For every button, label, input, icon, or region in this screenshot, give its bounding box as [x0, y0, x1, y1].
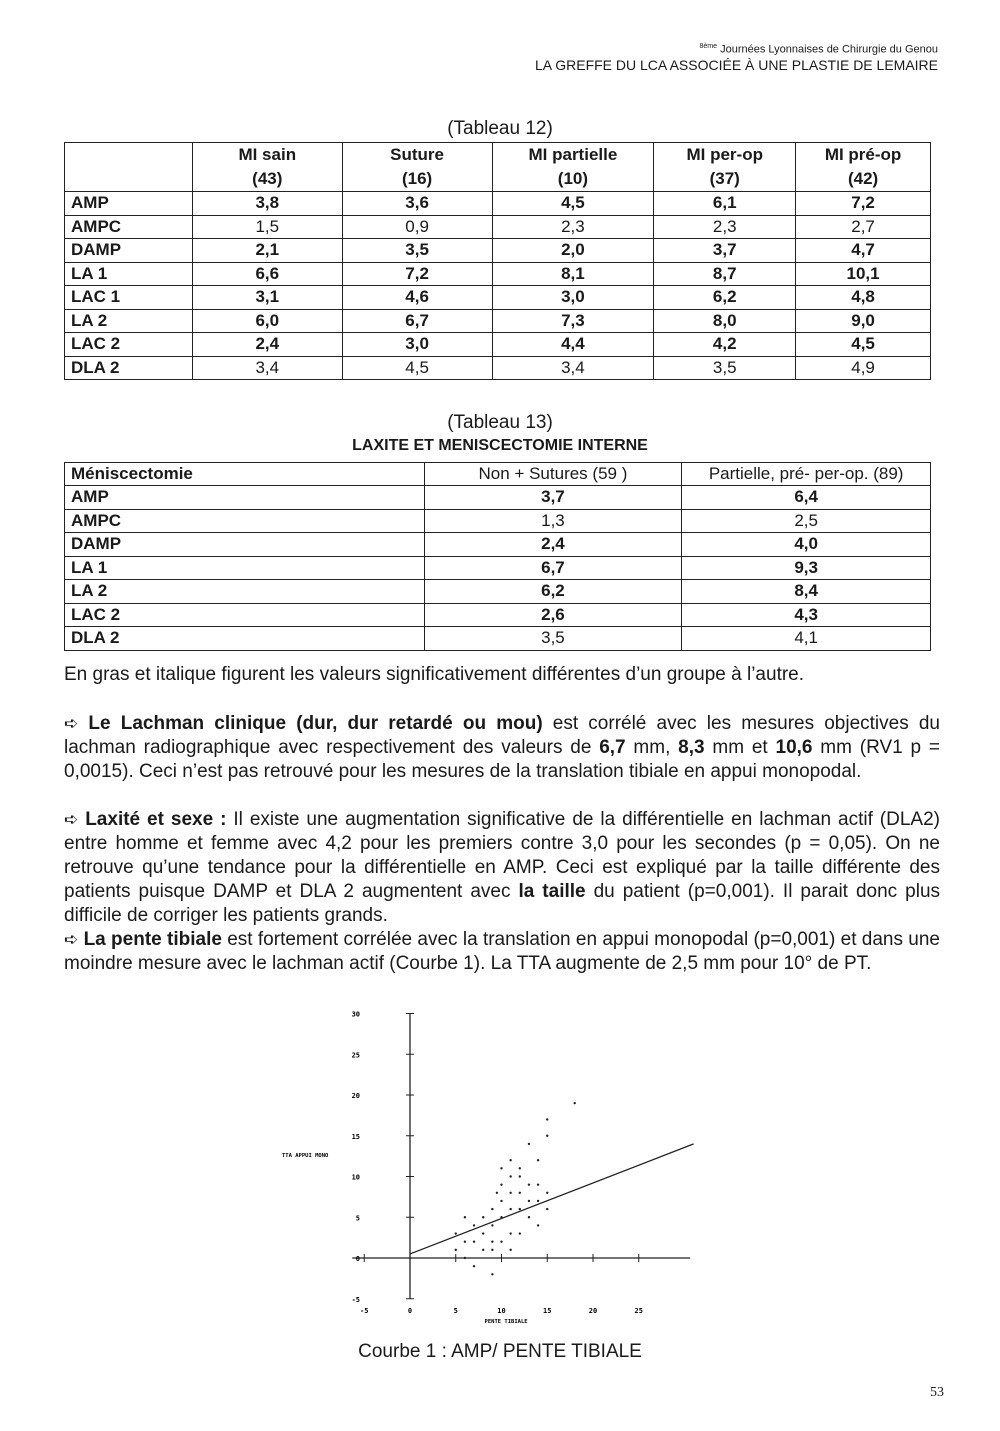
- data-point: [482, 1249, 484, 1251]
- table13-row: [65, 533, 931, 557]
- header-title: LA GREFFE DU LCA ASSOCIÉE À UNE PLASTIE DE LEMAIRE: [534, 56, 938, 73]
- data-point: [473, 1224, 475, 1226]
- table13-cell: 2,5: [682, 509, 931, 533]
- data-point: [455, 1249, 457, 1251]
- table12-cell: 1,5: [192, 215, 342, 239]
- data-point: [546, 1192, 548, 1194]
- table12-row-label: DLA 2: [65, 356, 193, 380]
- x-tick-label: 10: [497, 1306, 506, 1315]
- table13-row-label: LA 2: [65, 580, 425, 604]
- data-point: [500, 1216, 502, 1218]
- table12-cell: 2,1: [192, 239, 342, 263]
- data-point: [509, 1192, 511, 1194]
- arrow-icon: ➪: [64, 930, 79, 949]
- table12-col-header: MI per-op: [654, 143, 796, 168]
- scatter-chart-svg: [270, 1003, 710, 1333]
- para-text: du patient (p=0,001). Il parait donc plus difficile de corriger les patients grands.: [64, 881, 941, 926]
- table13-row: [65, 627, 931, 651]
- x-tick-label: 5: [453, 1306, 458, 1315]
- table12-col-n: (16): [342, 167, 492, 192]
- table12-col-header: MI pré-op: [796, 143, 931, 168]
- table12-cell: 7,2: [796, 192, 931, 216]
- data-point: [496, 1192, 498, 1194]
- y-tick-label: 0: [355, 1255, 360, 1263]
- table12-cell: 2,3: [492, 215, 654, 239]
- para-text: mm (RV1 p = 0,0015). Ceci n’est pas retrouvé pour les mesures de la translation tibiale en appui monopodal.: [64, 737, 940, 782]
- table12-col-n: (42): [796, 167, 931, 192]
- table12-cell: 9,0: [796, 309, 931, 333]
- table12-row: [65, 239, 931, 263]
- y-tick-label: -5: [351, 1295, 360, 1304]
- table12-col-n: (43): [192, 167, 342, 192]
- table12-col-n: (10): [492, 167, 654, 192]
- table12-cell: 10,1: [796, 262, 931, 286]
- table13-cell: 2,4: [424, 533, 682, 557]
- table12-row-label: LAC 1: [65, 286, 193, 310]
- table12-col-header: Suture: [342, 143, 492, 168]
- table13-cell: 6,7: [424, 556, 682, 580]
- para-text: mm et: [704, 737, 776, 758]
- header-conference-text: Journées Lyonnaises de Chirurgie du Genou: [717, 43, 938, 56]
- table12-cell: 6,7: [342, 309, 492, 333]
- table12-cell: 4,5: [796, 333, 931, 357]
- table13-row: [65, 556, 931, 580]
- data-point: [509, 1159, 511, 1161]
- data-point: [546, 1208, 548, 1210]
- table12-cell: 4,5: [342, 356, 492, 380]
- para-value: 10,6: [775, 737, 813, 758]
- table12-row: [65, 356, 931, 380]
- y-axis-label: TTA APPUI MONO: [282, 1152, 329, 1159]
- data-point: [528, 1216, 530, 1218]
- table12-cell: 3,6: [342, 192, 492, 216]
- data-point: [519, 1232, 521, 1234]
- y-tick-label: 25: [351, 1051, 360, 1060]
- table12-cell: 2,7: [796, 215, 931, 239]
- paragraph-laxite-sexe: [64, 808, 940, 928]
- data-point: [491, 1224, 493, 1226]
- data-point: [464, 1241, 466, 1243]
- data-point: [546, 1135, 548, 1137]
- y-tick-label: 10: [351, 1173, 360, 1182]
- table13-col-header: Non + Sutures (59 ): [424, 463, 682, 486]
- table12-cell: 4,8: [796, 286, 931, 310]
- table12-cell: 4,9: [796, 356, 931, 380]
- para-heading: La pente tibiale: [83, 929, 222, 950]
- data-point: [482, 1232, 484, 1234]
- y-tick-label: 30: [351, 1010, 360, 1019]
- table12-cell: 3,5: [342, 239, 492, 263]
- table12-cell: 2,4: [192, 333, 342, 357]
- data-point: [574, 1102, 576, 1104]
- table12-row-label: LAC 2: [65, 333, 193, 357]
- data-point: [528, 1200, 530, 1202]
- table13-header-label: Méniscectomie: [65, 463, 425, 486]
- table12-row: [65, 286, 931, 310]
- x-tick-label: 15: [543, 1306, 552, 1315]
- table12-body: [65, 192, 931, 380]
- figure-caption: Courbe 1 : AMP/ PENTE TIBIALE: [358, 1341, 642, 1362]
- data-point: [509, 1249, 511, 1251]
- para-value: 6,7: [599, 737, 626, 758]
- data-point: [500, 1167, 502, 1169]
- table12-col-n: (37): [654, 167, 796, 192]
- table13-row-label: AMP: [65, 486, 425, 510]
- x-tick-label: 25: [634, 1306, 643, 1315]
- table12-cell: 3,8: [192, 192, 342, 216]
- data-point: [482, 1216, 484, 1218]
- data-point: [519, 1175, 521, 1177]
- table13-col-header: Partielle, pré- per-op. (89): [682, 463, 931, 486]
- table12-cell: 8,1: [492, 262, 654, 286]
- arrow-icon: ➪: [64, 810, 79, 829]
- para-bold: la taille: [518, 881, 586, 902]
- table12-cell: 6,0: [192, 309, 342, 333]
- x-tick-label: 20: [588, 1306, 598, 1315]
- table12-cell: 4,5: [492, 192, 654, 216]
- para-heading: Laxité et sexe :: [85, 809, 227, 830]
- table13-subtitle: LAXITE ET MENISCECTOMIE INTERNE: [352, 437, 648, 454]
- table12-cell: 6,2: [654, 286, 796, 310]
- table13-cell: 4,3: [682, 603, 931, 627]
- table12-cell: 8,7: [654, 262, 796, 286]
- table12-cell: 3,4: [192, 356, 342, 380]
- table12-row: [65, 192, 931, 216]
- data-point: [491, 1273, 493, 1275]
- table13-row: [65, 509, 931, 533]
- table12-cell: 3,4: [492, 356, 654, 380]
- table12-row: [65, 262, 931, 286]
- data-point: [464, 1216, 466, 1218]
- data-point: [537, 1159, 539, 1161]
- x-tick-label: 0: [407, 1306, 413, 1315]
- table12-row: [65, 215, 931, 239]
- data-point: [528, 1143, 530, 1145]
- table13-row: [65, 603, 931, 627]
- table12-cell: 7,3: [492, 309, 654, 333]
- table13-body: [65, 486, 931, 651]
- data-point: [537, 1224, 539, 1226]
- table13-cell: 1,3: [424, 509, 682, 533]
- table13-cell: 3,7: [424, 486, 682, 510]
- table-12: [64, 142, 931, 380]
- para-text: Il existe une augmentation significative de la différentielle en lachman actif (DLA2) entre homme et femme avec 4,2 pour les premiers contre 3,0 pour les secondes (p = 0,05). On ne retrouve qu’une tendance pour la différentielle en AMP. Ceci est expliqué par la taille différente des patients puisque DAMP et DLA 2 augmentent avec: [64, 809, 940, 902]
- para-text: est corrélé avec les mesures objectives du lachman radiographique avec respectivement des valeurs de: [64, 713, 941, 758]
- table12-cell: 3,0: [342, 333, 492, 357]
- table13-cell: 8,4: [682, 580, 931, 604]
- table12-row-label: LA 1: [65, 262, 193, 286]
- data-point: [509, 1208, 511, 1210]
- data-point: [546, 1118, 548, 1120]
- table13-row-label: LA 1: [65, 556, 425, 580]
- data-point: [537, 1183, 539, 1185]
- para-text: mm,: [625, 737, 679, 758]
- table13-row: [65, 580, 931, 604]
- data-point: [455, 1232, 457, 1234]
- data-point: [464, 1257, 466, 1259]
- para-value: 8,3: [678, 737, 705, 758]
- data-point: [500, 1241, 502, 1243]
- table13-cell: 4,0: [682, 533, 931, 557]
- table13-cell: 2,6: [424, 603, 682, 627]
- table13-cell: 6,2: [424, 580, 682, 604]
- table12-cell: 4,2: [654, 333, 796, 357]
- table12-row-label: DAMP: [65, 239, 193, 263]
- table12-col-header: MI sain: [192, 143, 342, 168]
- significance-note: En gras et italique figurent les valeurs significativement différentes d’un groupe à l’autre.: [64, 664, 805, 685]
- table12-cell: 3,0: [492, 286, 654, 310]
- table-13: [64, 462, 931, 651]
- scatter-chart: [270, 1003, 710, 1333]
- table12-cell: 0,9: [342, 215, 492, 239]
- table13-cell: 4,1: [682, 627, 931, 651]
- table12-row: [65, 333, 931, 357]
- table13-cell: 3,5: [424, 627, 682, 651]
- y-tick-label: 5: [355, 1214, 360, 1223]
- y-tick-label: 20: [351, 1092, 360, 1100]
- data-point: [491, 1208, 493, 1210]
- paragraph-lachman: [64, 712, 940, 784]
- table12-cell: 2,0: [492, 239, 654, 263]
- table12-cell: 8,0: [654, 309, 796, 333]
- table13-cell: 6,4: [682, 486, 931, 510]
- x-tick-label: -5: [360, 1306, 369, 1315]
- data-point: [473, 1265, 475, 1267]
- data-point: [537, 1200, 539, 1202]
- table12-col-header: MI partielle: [492, 143, 654, 168]
- para-text: est fortement corrélée avec la translation en appui monopodal (p=0,001) et dans une moindre mesure avec le lachman actif (Courbe 1). La TTA augmente de 2,5 mm pour 10° de PT.: [64, 929, 940, 974]
- data-point: [473, 1241, 475, 1243]
- header-sup: 8ème: [699, 43, 718, 50]
- data-point: [500, 1200, 502, 1202]
- table12-cell: 3,1: [192, 286, 342, 310]
- table12-caption: (Tableau 12): [447, 118, 553, 139]
- data-point: [491, 1249, 493, 1251]
- table13-cell: 9,3: [682, 556, 931, 580]
- table12-row-label: LA 2: [65, 309, 193, 333]
- regression-line: [410, 1144, 694, 1254]
- y-tick-label: 15: [351, 1132, 360, 1141]
- table12-cell: 3,5: [654, 356, 796, 380]
- table12-cell: 2,3: [654, 215, 796, 239]
- data-point: [509, 1175, 511, 1177]
- table12-row-label: AMPC: [65, 215, 193, 239]
- x-axis-label: PENTE TIBIALE: [484, 1318, 528, 1325]
- table12-corner: [65, 143, 193, 168]
- table12-cell: 4,7: [796, 239, 931, 263]
- data-point: [509, 1232, 511, 1234]
- table12-cell: 6,6: [192, 262, 342, 286]
- arrow-icon: ➪: [64, 714, 79, 733]
- page-number: 53: [930, 1385, 944, 1400]
- table12-cell: 7,2: [342, 262, 492, 286]
- table12-row: [65, 309, 931, 333]
- table13-row-label: LAC 2: [65, 603, 425, 627]
- data-point: [519, 1167, 521, 1169]
- para-heading: Le Lachman clinique (dur, dur retardé ou mou): [88, 713, 543, 734]
- table12-cell: 3,7: [654, 239, 796, 263]
- table12-cell: 6,1: [654, 192, 796, 216]
- table13-row-label: DLA 2: [65, 627, 425, 651]
- table12-cell: 4,4: [492, 333, 654, 357]
- data-point: [528, 1183, 530, 1185]
- data-point: [491, 1241, 493, 1243]
- data-point: [519, 1208, 521, 1210]
- paragraph-pente-tibiale: [64, 928, 940, 976]
- table12-corner: [65, 167, 193, 192]
- data-point: [519, 1192, 521, 1194]
- table13-row: [65, 486, 931, 510]
- data-point: [500, 1183, 502, 1185]
- table12-row-label: AMP: [65, 192, 193, 216]
- header-conference: [535, 40, 938, 57]
- table13-caption: (Tableau 13): [447, 412, 553, 433]
- table13-row-label: AMPC: [65, 509, 425, 533]
- running-header: [535, 40, 938, 74]
- table13-row-label: DAMP: [65, 533, 425, 557]
- table12-cell: 4,6: [342, 286, 492, 310]
